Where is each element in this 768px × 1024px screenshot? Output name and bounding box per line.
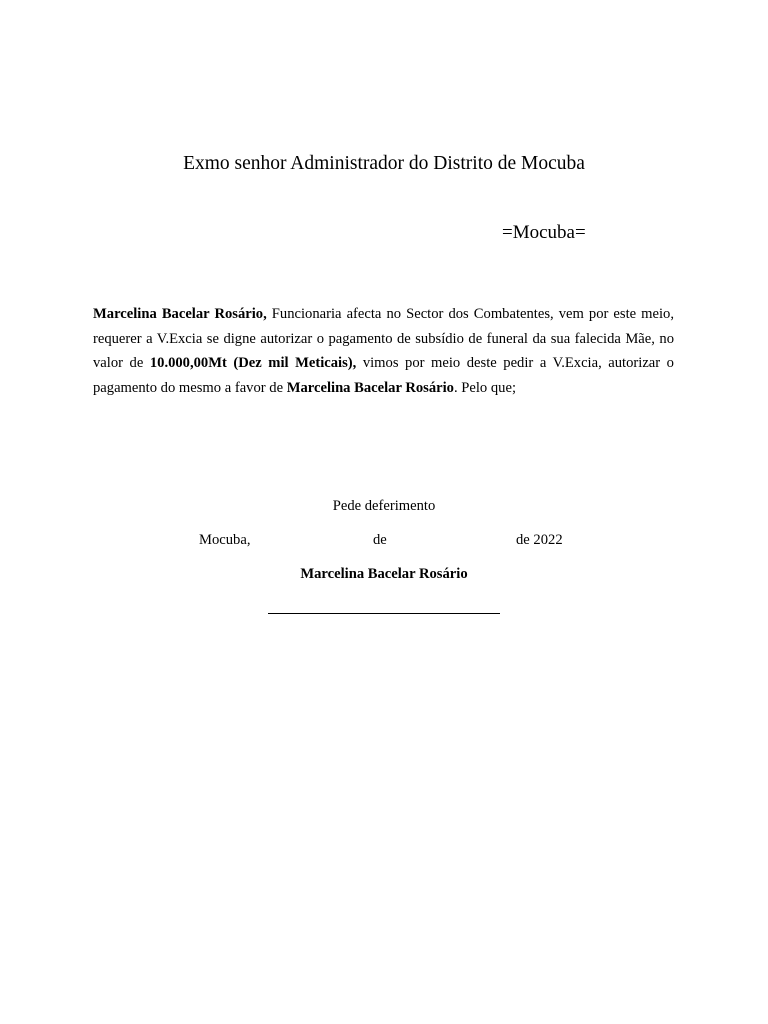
addressee-heading: Exmo senhor Administrador do Distrito de Mocuba: [183, 153, 585, 174]
signer-name: Marcelina Bacelar Rosário: [300, 566, 468, 582]
body-text-part3: . Pelo que;: [453, 379, 517, 396]
signature-line: [268, 613, 500, 614]
place-heading: =Mocuba=: [502, 222, 586, 243]
date-city: Mocuba,: [199, 532, 251, 548]
beneficiary-name: Marcelina Bacelar Rosário: [286, 379, 454, 396]
date-day-separator: de: [373, 532, 387, 548]
closing-text: Pede deferimento: [332, 498, 436, 514]
body-text-part1: Funcionaria afecta no Sector dos Combatentes, vem por este meio, requerer a V.Excia se digne autorizar o pagamento de subsídio de funeral da sua falecida Mãe, no valor de: [93, 306, 674, 371]
date-year: de 2022: [516, 532, 563, 548]
letter-body: [93, 302, 674, 400]
body-text-part2: vimos por meio deste pedir a V.Excia, autorizar o pagamento do mesmo a favor de: [93, 355, 674, 396]
amount-text: 10.000,00Mt (Dez mil Meticais),: [149, 355, 357, 371]
requester-name: Marcelina Bacelar Rosário,: [93, 306, 267, 322]
